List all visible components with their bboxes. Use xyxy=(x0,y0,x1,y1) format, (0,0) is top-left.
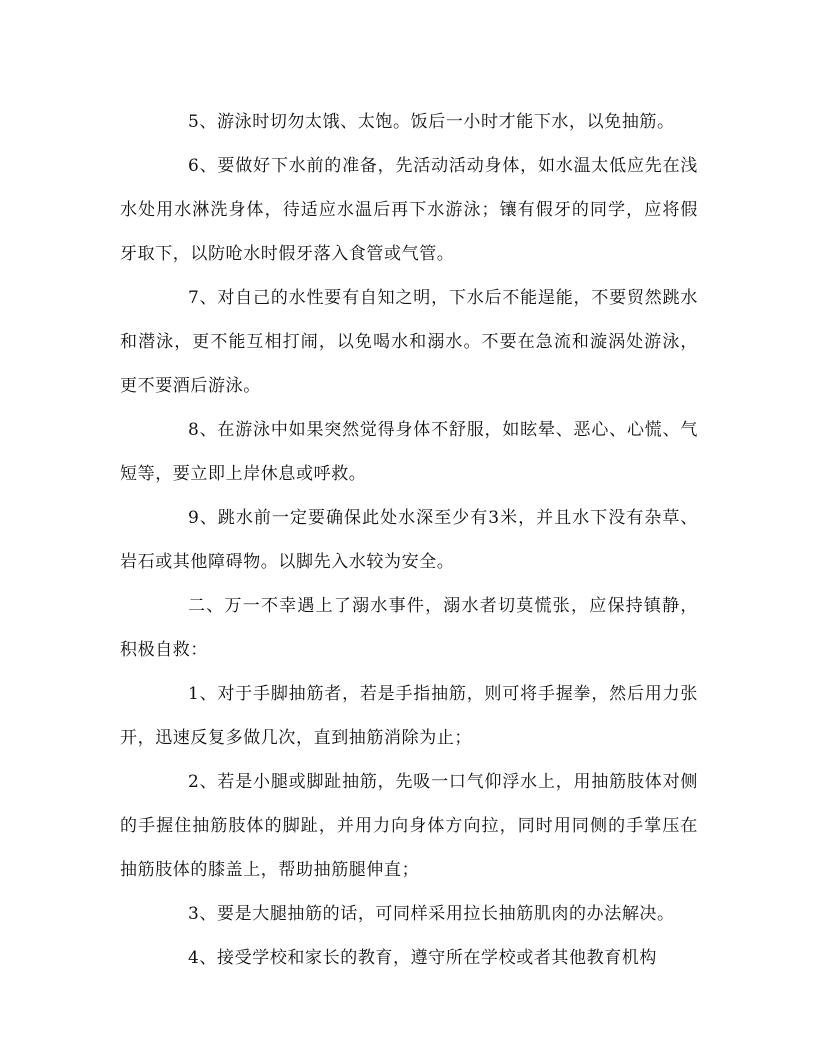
paragraph-item-9-diving-depth: 9、跳水前一定要确保此处水深至少有3米，并且水下没有杂草、岩石或其他障碍物。以脚先入水较为安全。 xyxy=(120,508,698,572)
paragraph-item-3-thigh-cramp: 3、要是大腿抽筋的话，可同样采用拉长抽筋肌肉的办法解决。 xyxy=(188,904,675,924)
section-heading-self-rescue: 二、万一不幸遇上了溺水事件，溺水者切莫慌张，应保持镇静，积极自救： xyxy=(120,596,698,660)
paragraph-item-7-know-limits: 7、对自己的水性要有自知之明，下水后不能逞能，不要贸然跳水和潜泳，更不能互相打闹，以免喝水和溺水。不要在急流和漩涡处游泳，更不要酒后游泳。 xyxy=(120,288,698,396)
paragraph-item-5-satiety: 5、游泳时切勿太饿、太饱。饭后一小时才能下水，以免抽筋。 xyxy=(188,112,675,132)
paragraph-item-2-calf-cramp: 2、若是小腿或脚趾抽筋，先吸一口气仰浮水上，用抽筋肢体对侧的手握住抽筋肢体的脚趾，并用力向身体方向拉，同时用同侧的手掌压在抽筋肢体的膝盖上，帮助抽筋腿伸直； xyxy=(120,772,698,880)
paragraph-item-8-discomfort: 8、在游泳中如果突然觉得身体不舒服，如眩晕、恶心、心慌、气短等，要立即上岸休息或呼救。 xyxy=(120,420,698,484)
paragraph-item-4-education: 4、接受学校和家长的教育，遵守所在学校或者其他教育机构 xyxy=(188,948,658,968)
document-body xyxy=(120,100,698,980)
paragraph-item-6-preparation: 6、要做好下水前的准备，先活动活动身体，如水温太低应先在浅水处用水淋洗身体，待适应水温后再下水游泳；镶有假牙的同学，应将假牙取下，以防呛水时假牙落入食管或气管。 xyxy=(120,156,698,264)
paragraph-item-1-hand-cramp: 1、对于手脚抽筋者，若是手指抽筋，则可将手握拳，然后用力张开，迅速反复多做几次，直到抽筋消除为止； xyxy=(120,684,698,748)
